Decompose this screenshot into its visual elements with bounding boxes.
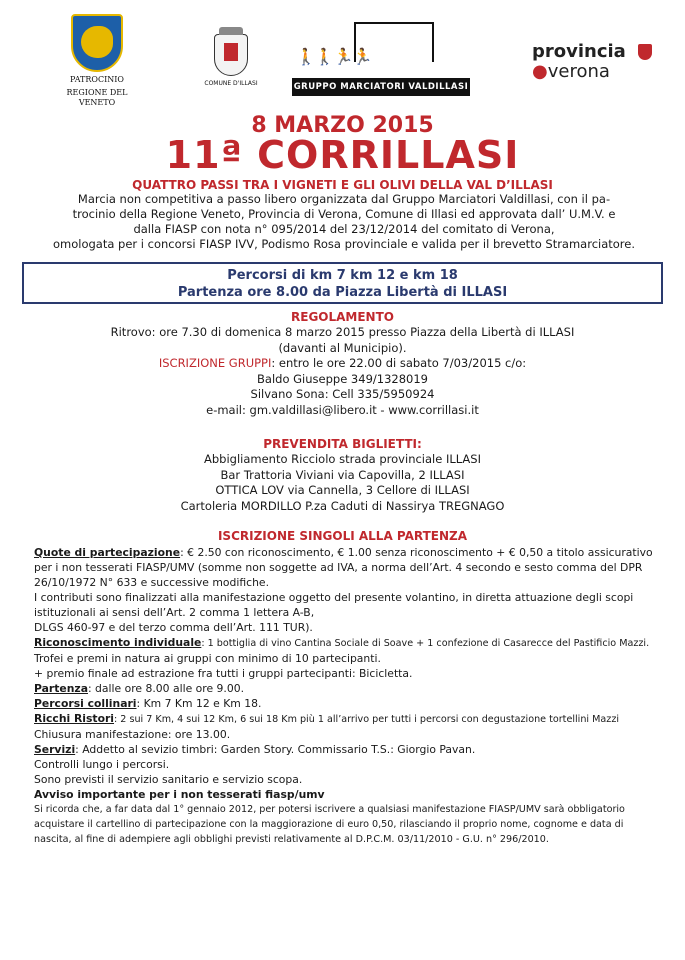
intro-line: trocinio della Regione Veneto, Provincia di Verona, Comune di Illasi ed approvata dall’ U.M.V. e	[72, 207, 616, 221]
verona-provincia: provincia	[532, 41, 626, 62]
quote-text: : € 2.50 con riconoscimento, € 1.00 senza riconoscimento + € 0,50 a titolo assicurativo per i non tesserati FIASP/UMV (somme non soggette ad IVA, a norma dell’Art. 4 secondo e sesto comma del DPR 26/10/1972 N° 633 e successive modifiche.	[34, 546, 653, 589]
servizi-label: Servizi	[34, 743, 76, 756]
iscrizione-gruppi-text: : entro le ore 22.00 di sabato 7/03/2015 c/o:	[271, 356, 527, 370]
iscrizione-gruppi-label: ISCRIZIONE GRUPPI	[158, 356, 272, 370]
contributi-paragraph: I contributi sono finalizzati alla manifestazione oggetto del presente volantino, in diretta attuazione degli scopi istituzionali ai sensi dell’Art. 2 comma 1 lettera A-B,	[34, 591, 634, 619]
illasi-caption: COMUNE D'ILLASI	[204, 80, 258, 87]
gmv-banner: GRUPPO MARCIATORI VALDILLASI	[292, 78, 470, 96]
servizi-text: : Addetto al sevizio timbri: Garden Story. Commissario T.S.: Giorgio Pavan.	[75, 743, 476, 756]
iscrizione-title: ISCRIZIONE SINGOLI ALLA PARTENZA	[217, 529, 468, 543]
event-subtitle: QUATTRO PASSI TRA I VIGNETI E GLI OLIVI DELLA VAL D’ILLASI	[132, 178, 553, 192]
veneto-regione: REGIONE DEL VENETO	[66, 88, 128, 107]
routes-distances: Percorsi di km 7 km 12 e km 18	[227, 268, 458, 283]
ristori-line	[34, 711, 664, 727]
prevendita-item: Abbigliamento Ricciolo strada provinciale ILLASI	[203, 452, 481, 466]
chiusura-line: Chiusura manifestazione: ore 13.00.	[34, 728, 231, 741]
riconoscimento-text: : 1 bottiglia di vino Cantina Sociale di Soave + 1 confezione di Casarecce del Pastificio Mazzi.	[201, 638, 650, 649]
logo-bar	[0, 14, 685, 114]
trofei-line: Trofei e premi in natura ai gruppi con minimo di 10 partecipanti.	[34, 652, 381, 665]
ritrovo-note: (davanti al Municipio).	[278, 340, 407, 355]
event-date: 8 MARZO 2015	[251, 113, 434, 138]
iscrizione-gruppi-line	[0, 356, 685, 372]
ritrovo-line: Ritrovo: ore 7.30 di domenica 8 marzo 2015 presso Piazza della Libertà di ILLASI	[110, 325, 575, 339]
ristori-text: : 2 sui 7 Km, 4 sui 12 Km, 6 sui 18 Km più 1 all’arrivo per tutti i percorsi con degustazione tortellini Mazzi	[114, 714, 620, 725]
iscrizione-section-title-wrap	[0, 528, 685, 544]
premio-line: + premio finale ad estrazione fra tutti i gruppi partecipanti: Bicicletta.	[34, 667, 413, 680]
verona-logo: provincia ●verona	[532, 42, 652, 82]
contact-line: Silvano Sona: Cell 335/5950924	[250, 387, 435, 401]
event-intro	[34, 192, 654, 252]
prevendita-item: Cartoleria MORDILLO P.za Caduti di Nassirya TREGNAGO	[180, 498, 505, 513]
ristori-label: Ricchi Ristori	[34, 712, 115, 725]
quote-label: Quote di partecipazione	[34, 546, 181, 559]
sanitario-line: Sono previsti il servizio sanitario e servizio scopa.	[34, 773, 303, 786]
regolamento-section	[0, 309, 685, 418]
avviso-text: Si ricorda che, a far data dal 1° gennaio 2012, per potersi iscrivere a qualsiasi manifestazione FIASP/UMV sarà obbligatorio acquistare il cartellino di partecipazione con la maggiorazione di euro 0,50, rilasciando il proprio nome, cognome e data di nascita, al fine di adempiere agli obblighi previsti relativamente al D.P.C.M. 03/11/2010 - G.U. n° 296/2010.	[34, 804, 625, 845]
percorsi-label: Percorsi collinari	[34, 697, 137, 710]
partenza-line	[34, 681, 664, 696]
intro-line: dalla FIASP con nota n° 095/2014 del 23/12/2014 del comitato di Verona,	[133, 222, 555, 236]
riconoscimento-line	[34, 635, 664, 651]
prevendita-item: Bar Trattoria Viviani via Capovilla, 2 ILLASI	[220, 467, 465, 482]
prevendita-title: PREVENDITA BIGLIETTI:	[263, 437, 422, 451]
intro-line: Marcia non competitiva a passo libero organizzata dal Gruppo Marciatori Valdillasi, con il pa-	[77, 192, 611, 206]
avviso-title: Avviso importante per i non tesserati fiasp/umv	[34, 788, 325, 801]
percorsi-line	[34, 696, 664, 711]
contact-email: e-mail: gm.valdillasi@libero.it - www.corrillasi.it	[206, 402, 479, 417]
servizi-line	[34, 742, 664, 757]
prevendita-item: OTTICA LOV via Cannella, 3 Cellore di ILLASI	[215, 483, 470, 497]
veneto-logo	[52, 14, 142, 108]
partenza-text: : dalle ore 8.00 alle ore 9.00.	[87, 682, 244, 695]
contact-line: Baldo Giuseppe 349/1328019	[257, 371, 428, 386]
verona-shield-icon	[638, 44, 652, 60]
verona-name: verona	[547, 61, 610, 82]
controlli-line: Controlli lungo i percorsi.	[34, 758, 170, 771]
riconoscimento-label: Riconoscimento individuale	[34, 636, 202, 649]
gmv-logo	[292, 20, 470, 96]
regolamento-title: REGOLAMENTO	[291, 310, 394, 324]
percorsi-text: : Km 7 Km 12 e Km 18.	[136, 697, 262, 710]
event-title: 11ª CORRILLASI	[165, 133, 520, 177]
partenza-label: Partenza	[34, 682, 88, 695]
dlgs-line: DLGS 460-97 e del terzo comma dell’Art. 111 TUR).	[34, 621, 313, 634]
quote-paragraph	[34, 545, 664, 590]
walkers-silhouette-icon: 🚶🚶🏃🏃	[292, 20, 470, 78]
lion-of-st-mark-icon	[71, 14, 123, 72]
veneto-patrocinio: PATROCINIO	[70, 75, 124, 84]
routes-start: Partenza ore 8.00 da Piazza Libertà di ILLASI	[177, 285, 508, 300]
iscrizione-body	[34, 545, 664, 847]
intro-line: omologata per i concorsi FIASP IVV, Podismo Rosa provinciale e valida per il brevetto Stramarciatore.	[52, 237, 636, 251]
illasi-logo	[196, 34, 266, 87]
illasi-coat-of-arms-icon	[214, 34, 248, 76]
routes-box	[22, 262, 663, 304]
prevendita-section	[0, 436, 685, 514]
